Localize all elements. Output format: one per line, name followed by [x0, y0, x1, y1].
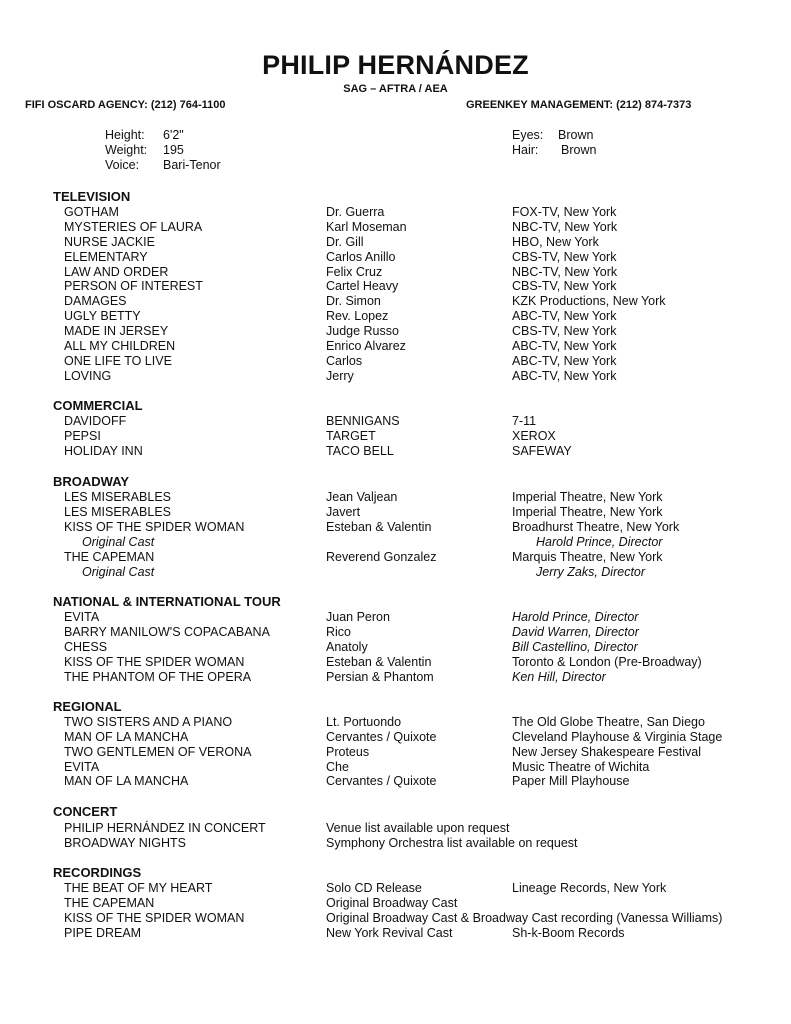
credit-title: EVITA: [64, 760, 100, 774]
voice-value: Bari-Tenor: [163, 158, 221, 172]
credit-role: Jean Valjean: [326, 490, 398, 504]
credit-row: [0, 625, 791, 640]
section-heading-broadway: BROADWAY: [53, 474, 130, 489]
brand-name: SAFEWAY: [512, 444, 572, 458]
credit-venue: Toronto & London (Pre-Broadway): [512, 655, 702, 669]
brand-name: PEPSI: [64, 429, 101, 443]
credit-title: LES MISERABLES: [64, 505, 171, 519]
section-heading-recordings: RECORDINGS: [53, 865, 142, 880]
weight-label: Weight:: [105, 143, 148, 157]
credit-role: Cervantes / Quixote: [326, 774, 437, 788]
credit-role: Lt. Portuondo: [326, 715, 402, 729]
credit-title: ELEMENTARY: [64, 250, 148, 264]
credit-title: EVITA: [64, 610, 100, 624]
credit-director: Harold Prince, Director: [536, 535, 663, 549]
credit-row: [0, 821, 791, 836]
credit-title: ALL MY CHILDREN: [64, 339, 176, 353]
credit-row: [0, 265, 791, 280]
credit-role: Juan Peron: [326, 610, 390, 624]
credit-director: Ken Hill, Director: [512, 670, 606, 684]
credit-role: Cervantes / Quixote: [326, 730, 437, 744]
credit-row: [0, 881, 791, 896]
section-heading-television: TELEVISION: [53, 189, 131, 204]
hair-value: Brown: [561, 143, 597, 157]
credit-role: Reverend Gonzalez: [326, 550, 437, 564]
credit-row: [0, 309, 791, 324]
credit-title: BROADWAY NIGHTS: [64, 836, 187, 850]
credit-title: LOVING: [64, 369, 112, 383]
weight-value: 195: [163, 143, 184, 157]
credit-role: Esteban & Valentin: [326, 520, 432, 534]
credit-row: [0, 610, 791, 625]
brand-name: 7-11: [512, 414, 537, 428]
credit-row: [0, 836, 791, 851]
credit-row: [0, 444, 791, 459]
hair-label: Hair:: [512, 143, 539, 157]
credit-director: David Warren, Director: [512, 625, 639, 639]
credit-row: [0, 250, 791, 265]
height-label: Height:: [105, 128, 145, 142]
credit-title: MYSTERIES OF LAURA: [64, 220, 203, 234]
credit-row: [0, 640, 791, 655]
credit-role: Rev. Lopez: [326, 309, 389, 323]
credit-title: KISS OF THE SPIDER WOMAN: [64, 520, 245, 534]
credit-row: [0, 414, 791, 429]
performer-name: PHILIP HERNÁNDEZ: [262, 50, 529, 80]
credit-title: GOTHAM: [64, 205, 119, 219]
credit-venue: NBC-TV, New York: [512, 220, 618, 234]
credit-title: MAN OF LA MANCHA: [64, 774, 189, 788]
credit-note: Original Cast: [82, 535, 155, 549]
credit-row: [0, 235, 791, 250]
credit-role: Felix Cruz: [326, 265, 383, 279]
brand-name: XEROX: [512, 429, 556, 443]
agency-contact: FIFI OSCARD AGENCY: (212) 764-1100: [25, 99, 226, 111]
credit-title: ONE LIFE TO LIVE: [64, 354, 172, 368]
credit-venue: Paper Mill Playhouse: [512, 774, 630, 788]
eyes-value: Brown: [558, 128, 594, 142]
credit-role: Persian & Phantom: [326, 670, 434, 684]
credit-subrow: [0, 565, 791, 580]
credit-row: [0, 655, 791, 670]
brand-name: HOLIDAY INN: [64, 444, 143, 458]
credit-title: TWO GENTLEMEN OF VERONA: [64, 745, 252, 759]
union-affiliations: SAG – AFTRA / AEA: [343, 83, 448, 95]
credit-row: [0, 520, 791, 535]
credit-subrow: [0, 535, 791, 550]
credit-row: [0, 760, 791, 775]
brand-name: TACO BELL: [326, 444, 394, 458]
recording-type: Solo CD Release: [326, 881, 422, 895]
credit-role: Carlos Anillo: [326, 250, 396, 264]
section-heading-tour: NATIONAL & INTERNATIONAL TOUR: [53, 594, 281, 609]
credit-title: UGLY BETTY: [64, 309, 141, 323]
credit-role: Rico: [326, 625, 352, 639]
credit-venue: Cleveland Playhouse & Virginia Stage: [512, 730, 723, 744]
credit-title: TWO SISTERS AND A PIANO: [64, 715, 233, 729]
credit-title: BARRY MANILOW'S COPACABANA: [64, 625, 270, 639]
credit-row: [0, 715, 791, 730]
credit-row: [0, 279, 791, 294]
credit-venue: CBS-TV, New York: [512, 279, 617, 293]
credit-title: LAW AND ORDER: [64, 265, 169, 279]
credit-venue: ABC-TV, New York: [512, 309, 617, 323]
credit-row: [0, 220, 791, 235]
credit-row: [0, 911, 791, 926]
credit-role: Karl Moseman: [326, 220, 407, 234]
credit-row: [0, 205, 791, 220]
credit-row: [0, 774, 791, 789]
credit-role: Dr. Gill: [326, 235, 364, 249]
credit-venue: ABC-TV, New York: [512, 369, 617, 383]
credit-venue: ABC-TV, New York: [512, 339, 617, 353]
credit-venue: CBS-TV, New York: [512, 250, 617, 264]
credit-row: [0, 339, 791, 354]
credit-role: Carlos: [326, 354, 363, 368]
credit-row: [0, 354, 791, 369]
credit-venue: Imperial Theatre, New York: [512, 505, 663, 519]
credit-venue: Broadhurst Theatre, New York: [512, 520, 680, 534]
credit-title: DAMAGES: [64, 294, 127, 308]
credit-title: PHILIP HERNÁNDEZ IN CONCERT: [64, 821, 266, 835]
credit-venue: The Old Globe Theatre, San Diego: [512, 715, 705, 729]
credit-role: Dr. Simon: [326, 294, 381, 308]
credit-role: Dr. Guerra: [326, 205, 385, 219]
brand-name: BENNIGANS: [326, 414, 400, 428]
credit-venue: Music Theatre of Wichita: [512, 760, 650, 774]
brand-name: TARGET: [326, 429, 376, 443]
credit-row: [0, 294, 791, 309]
credit-row: [0, 505, 791, 520]
credit-row: [0, 490, 791, 505]
record-label: Sh-k-Boom Records: [512, 926, 625, 940]
recording-type: New York Revival Cast: [326, 926, 453, 940]
section-heading-commercial: COMMERCIAL: [53, 398, 143, 413]
credit-row: [0, 745, 791, 760]
credit-title: MAN OF LA MANCHA: [64, 730, 189, 744]
credit-row: [0, 429, 791, 444]
credit-role: Che: [326, 760, 349, 774]
credit-role: Proteus: [326, 745, 370, 759]
credit-title: THE PHANTOM OF THE OPERA: [64, 670, 252, 684]
credit-role: Anatoly: [326, 640, 368, 654]
eyes-label: Eyes:: [512, 128, 544, 142]
record-label: Lineage Records, New York: [512, 881, 667, 895]
credit-role: Judge Russo: [326, 324, 399, 338]
credit-note: Venue list available upon request: [326, 821, 510, 835]
credit-title: LES MISERABLES: [64, 490, 171, 504]
credit-note: Symphony Orchestra list available on request: [326, 836, 578, 850]
credit-title: KISS OF THE SPIDER WOMAN: [64, 655, 245, 669]
credit-director: Jerry Zaks, Director: [536, 565, 646, 579]
credit-role: Enrico Alvarez: [326, 339, 406, 353]
height-value: 6'2": [163, 128, 184, 142]
credit-role: Jerry: [326, 369, 354, 383]
credit-title: THE BEAT OF MY HEART: [64, 881, 213, 895]
credit-title: CHESS: [64, 640, 108, 654]
credit-venue: ABC-TV, New York: [512, 354, 617, 368]
credit-role: Cartel Heavy: [326, 279, 399, 293]
credit-venue: New Jersey Shakespeare Festival: [512, 745, 701, 759]
credit-row: [0, 730, 791, 745]
section-heading-regional: REGIONAL: [53, 699, 122, 714]
brand-name: DAVIDOFF: [64, 414, 127, 428]
management-contact: GREENKEY MANAGEMENT: (212) 874-7373: [466, 99, 692, 111]
credit-venue: Imperial Theatre, New York: [512, 490, 663, 504]
credit-row: [0, 550, 791, 565]
voice-label: Voice:: [105, 158, 140, 172]
credit-title: THE CAPEMAN: [64, 550, 155, 564]
credit-title: THE CAPEMAN: [64, 896, 155, 910]
credit-title: PERSON OF INTEREST: [64, 279, 203, 293]
recording-type: Original Broadway Cast: [326, 896, 458, 910]
credit-venue: FOX-TV, New York: [512, 205, 617, 219]
credit-row: [0, 324, 791, 339]
credit-venue: NBC-TV, New York: [512, 265, 618, 279]
credit-director: Harold Prince, Director: [512, 610, 639, 624]
credit-role: Esteban & Valentin: [326, 655, 432, 669]
credit-row: [0, 896, 791, 911]
credit-role: Javert: [326, 505, 361, 519]
credit-note: Original Cast: [82, 565, 155, 579]
credit-row: [0, 369, 791, 384]
credit-venue: CBS-TV, New York: [512, 324, 617, 338]
credit-director: Bill Castellino, Director: [512, 640, 638, 654]
section-heading-concert: CONCERT: [53, 804, 118, 819]
credit-venue: Marquis Theatre, New York: [512, 550, 663, 564]
credit-venue: KZK Productions, New York: [512, 294, 666, 308]
credit-row: [0, 926, 791, 941]
credit-title: PIPE DREAM: [64, 926, 142, 940]
recording-type: Original Broadway Cast & Broadway Cast recording (Vanessa Williams): [326, 911, 723, 925]
credit-title: NURSE JACKIE: [64, 235, 155, 249]
credit-title: MADE IN JERSEY: [64, 324, 169, 338]
credit-venue: HBO, New York: [512, 235, 599, 249]
credit-row: [0, 670, 791, 685]
credit-title: KISS OF THE SPIDER WOMAN: [64, 911, 245, 925]
